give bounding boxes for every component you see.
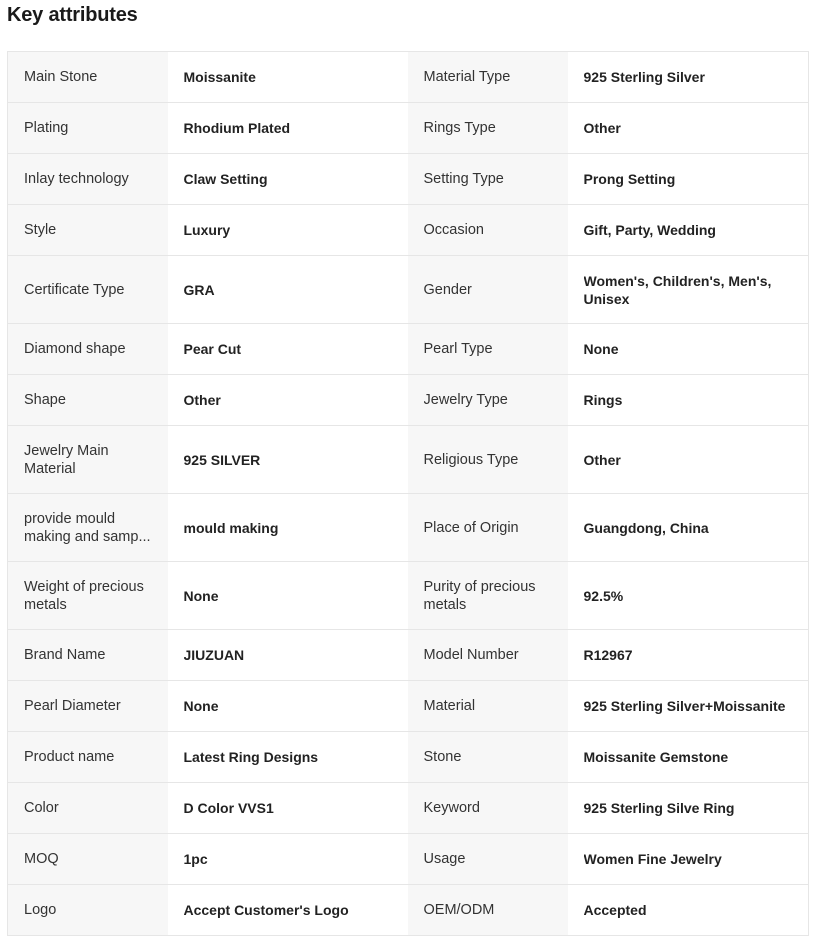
attribute-value	[168, 103, 408, 154]
attribute-label-text: Jewelry Main Material	[24, 442, 109, 477]
attribute-label	[8, 426, 168, 494]
attribute-label	[408, 494, 568, 562]
attribute-value-text: Moissanite	[183, 69, 256, 85]
attribute-label	[8, 375, 168, 426]
attribute-value	[568, 324, 809, 375]
attribute-row	[8, 52, 809, 103]
attribute-label	[408, 681, 568, 732]
attribute-value-text: 925 Sterling Silve Ring	[583, 800, 735, 816]
attribute-value	[568, 681, 809, 732]
attribute-label-text: Main Stone	[24, 69, 98, 85]
attribute-value	[568, 630, 809, 681]
attribute-value-text: Guangdong, China	[583, 519, 709, 536]
attribute-value	[168, 885, 408, 936]
attribute-row	[8, 103, 809, 154]
attribute-value	[568, 494, 809, 562]
attribute-value	[168, 630, 408, 681]
attribute-value-text: Rings	[583, 392, 623, 408]
attribute-row	[8, 885, 809, 936]
attribute-label-text: Usage	[423, 851, 466, 867]
attribute-value-text: R12967	[583, 647, 633, 663]
attribute-label	[408, 52, 568, 103]
attribute-row	[8, 375, 809, 426]
attribute-label-text: Material Type	[423, 69, 511, 85]
attribute-label	[8, 732, 168, 783]
attribute-value-text: 92.5%	[583, 587, 624, 604]
attribute-value	[568, 103, 809, 154]
attribute-label-text: Product name	[24, 749, 115, 765]
attribute-label-text: Stone	[423, 749, 462, 765]
attribute-label-text: Model Number	[423, 647, 519, 663]
attribute-value-text: None	[183, 698, 219, 714]
section-title: Key attributes	[7, 4, 138, 26]
attribute-label	[408, 205, 568, 256]
attribute-value-text: Accepted	[583, 902, 647, 918]
attribute-row	[8, 783, 809, 834]
attribute-label-text: Pearl Diameter	[24, 698, 121, 714]
attribute-label-text: Diamond shape	[24, 341, 126, 357]
attribute-label	[408, 324, 568, 375]
attribute-label-text: provide mould making and samp...	[24, 510, 151, 545]
attribute-row	[8, 154, 809, 205]
attribute-label-text: Pearl Type	[423, 341, 493, 357]
attribute-value-text: Women's, Children's, Men's, Unisex	[583, 272, 772, 307]
attribute-label-text: Certificate Type	[24, 281, 125, 298]
attribute-label	[408, 256, 568, 324]
attribute-label-text: Rings Type	[423, 120, 496, 136]
attribute-label-text: Inlay technology	[24, 171, 129, 187]
attribute-label	[408, 885, 568, 936]
attribute-label	[8, 324, 168, 375]
attribute-value-text: Accept Customer's Logo	[183, 902, 349, 918]
attribute-value-text: Other	[183, 392, 221, 408]
attribute-row	[8, 834, 809, 885]
attribute-row	[8, 630, 809, 681]
attribute-value-text: D Color VVS1	[183, 800, 274, 816]
attribute-row	[8, 562, 809, 630]
attribute-label	[408, 732, 568, 783]
attribute-label-text: Plating	[24, 120, 69, 136]
attribute-label	[408, 375, 568, 426]
attribute-value	[568, 562, 809, 630]
attribute-value	[168, 562, 408, 630]
attribute-label	[8, 205, 168, 256]
attribute-label	[408, 783, 568, 834]
attribute-value-text: Pear Cut	[183, 341, 242, 357]
attribute-value	[168, 375, 408, 426]
attribute-value-text: mould making	[183, 519, 279, 536]
attribute-value-text: Luxury	[183, 222, 231, 238]
attribute-value	[168, 426, 408, 494]
attribute-value-text: GRA	[183, 281, 215, 298]
attribute-value-text: Other	[583, 451, 621, 468]
attribute-label	[8, 834, 168, 885]
attribute-value	[568, 205, 809, 256]
attribute-label	[408, 426, 568, 494]
attribute-value-text: None	[183, 587, 219, 604]
attribute-value	[568, 52, 809, 103]
attribute-value-text: 925 Sterling Silver+Moissanite	[583, 698, 786, 714]
attribute-value	[168, 52, 408, 103]
attribute-label-text: Religious Type	[423, 451, 519, 468]
attribute-row	[8, 324, 809, 375]
attribute-label	[8, 256, 168, 324]
attribute-value-text: Rhodium Plated	[183, 120, 291, 136]
attribute-label-text: Logo	[24, 902, 57, 918]
attribute-label	[8, 630, 168, 681]
attribute-row	[8, 732, 809, 783]
attribute-label-text: Jewelry Type	[423, 392, 508, 408]
attribute-label-text: Weight of precious metals	[24, 578, 144, 613]
attribute-value	[568, 256, 809, 324]
attribute-value	[168, 324, 408, 375]
attribute-label-text: Shape	[24, 392, 66, 408]
attribute-value-text: Gift, Party, Wedding	[583, 222, 716, 238]
attribute-label	[8, 494, 168, 562]
attribute-label-text: Purity of precious metals	[423, 578, 536, 613]
attribute-row	[8, 256, 809, 324]
attribute-value	[168, 681, 408, 732]
attribute-value	[168, 783, 408, 834]
attribute-label	[8, 783, 168, 834]
attribute-label	[408, 154, 568, 205]
attribute-label	[408, 562, 568, 630]
attribute-label-text: Gender	[423, 281, 472, 298]
attribute-value	[568, 885, 809, 936]
attribute-label-text: Place of Origin	[423, 519, 519, 536]
attribute-label-text: Style	[24, 222, 57, 238]
attribute-label-text: OEM/ODM	[423, 902, 495, 918]
attribute-value-text: Other	[583, 120, 621, 136]
attribute-label-text: Brand Name	[24, 647, 106, 663]
attribute-value-text: Women Fine Jewelry	[583, 851, 722, 867]
attribute-label	[8, 52, 168, 103]
attribute-value	[568, 154, 809, 205]
attribute-value-text: Prong Setting	[583, 171, 676, 187]
attribute-row	[8, 681, 809, 732]
attribute-label	[408, 103, 568, 154]
attribute-label-text: MOQ	[24, 851, 59, 867]
attribute-row	[8, 205, 809, 256]
attribute-value	[168, 834, 408, 885]
attribute-label-text: Material	[423, 698, 476, 714]
attribute-value	[168, 494, 408, 562]
attribute-label	[8, 154, 168, 205]
attribute-value-text: None	[583, 341, 619, 357]
key-attributes-table	[7, 51, 809, 936]
attribute-label	[408, 630, 568, 681]
attribute-value	[568, 375, 809, 426]
attribute-label-text: Keyword	[423, 800, 480, 816]
attribute-label-text: Setting Type	[423, 171, 504, 187]
attribute-value	[568, 426, 809, 494]
attribute-value	[568, 834, 809, 885]
attribute-value-text: Latest Ring Designs	[183, 749, 319, 765]
attribute-label	[408, 834, 568, 885]
attribute-label	[8, 681, 168, 732]
attribute-row	[8, 494, 809, 562]
attribute-value-text: Moissanite Gemstone	[583, 749, 729, 765]
attribute-row	[8, 426, 809, 494]
attribute-value	[168, 154, 408, 205]
attribute-value	[168, 256, 408, 324]
attribute-label	[8, 103, 168, 154]
attribute-value-text: 925 SILVER	[183, 451, 261, 468]
attribute-value	[168, 732, 408, 783]
attribute-value-text: JIUZUAN	[183, 647, 245, 663]
attribute-value-text: 925 Sterling Silver	[583, 69, 705, 85]
attribute-label	[8, 562, 168, 630]
attribute-label-text: Occasion	[423, 222, 484, 238]
attribute-value-text: Claw Setting	[183, 171, 268, 187]
attribute-value	[568, 732, 809, 783]
attribute-value-text: 1pc	[183, 851, 208, 867]
attribute-label	[8, 885, 168, 936]
attribute-value	[568, 783, 809, 834]
attribute-label-text: Color	[24, 800, 59, 816]
attribute-value	[168, 205, 408, 256]
